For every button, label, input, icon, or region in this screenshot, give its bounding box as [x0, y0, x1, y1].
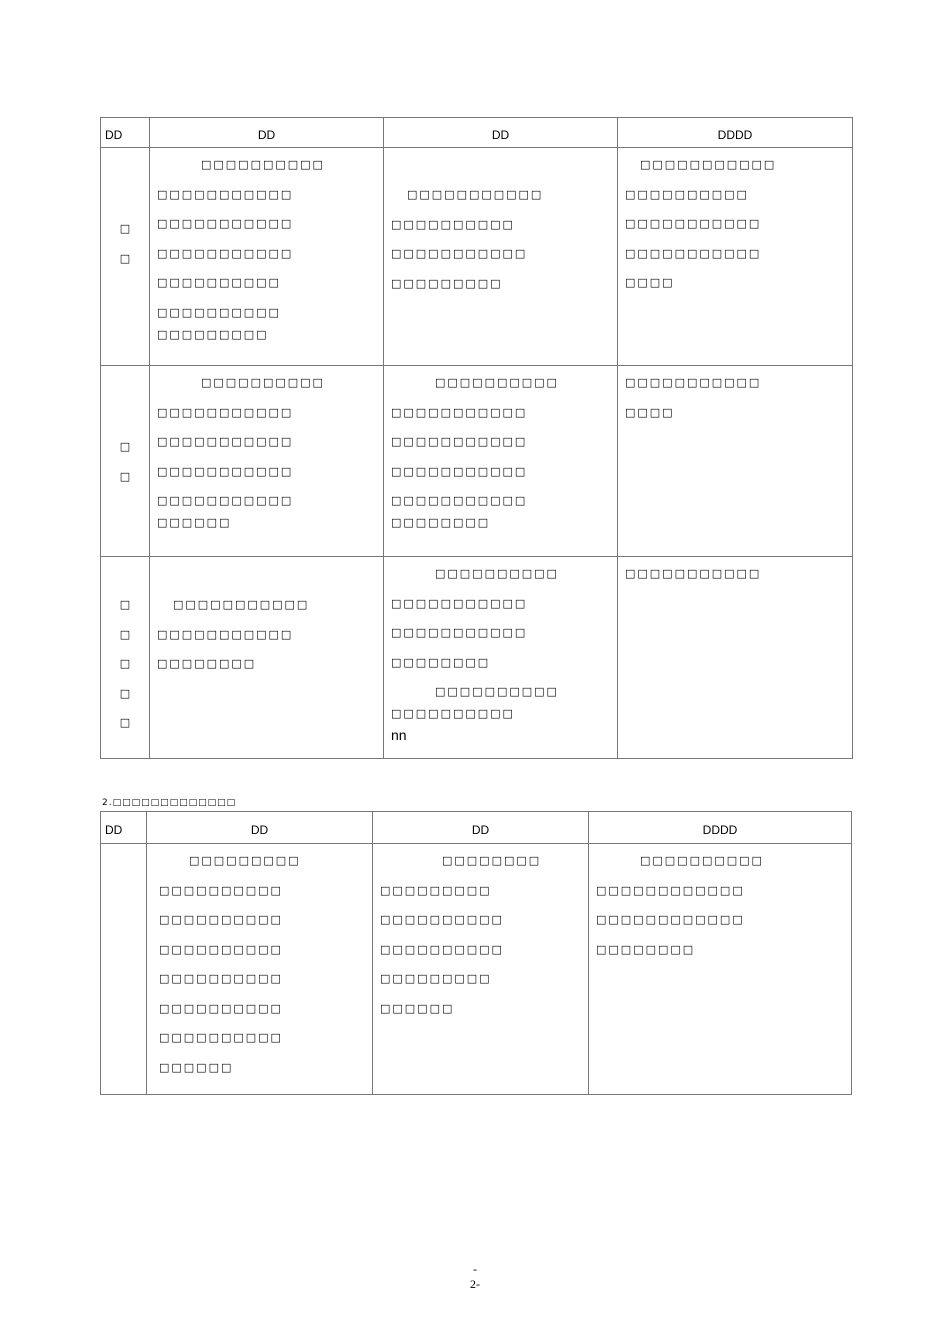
- cell-line: □□□□□□□□□□: [625, 187, 749, 201]
- row-label: [101, 148, 150, 366]
- table-cell: [373, 844, 589, 1095]
- cell-line: □□□□□□: [380, 1001, 455, 1015]
- cell-line: □□□□□□□□□□: [201, 376, 325, 389]
- cell-line: □□□□□□□□□□: [159, 972, 283, 985]
- table-row: [101, 148, 853, 366]
- cell-line: □□□□□□□□□□: [159, 942, 283, 956]
- table-1-header-col0: DD: [101, 118, 150, 148]
- cell-line: □□□□□□□□□: [391, 276, 503, 290]
- cell-line: □□□□□□□□□□□□: [596, 883, 745, 897]
- cell-line: □□□□□□□□□: [157, 327, 269, 341]
- cell-line: □□□□□□: [157, 516, 232, 529]
- cell-line: □□□□□□□□□□□: [625, 567, 762, 580]
- table-cell: [618, 366, 853, 557]
- page-number: 2-: [470, 1277, 480, 1291]
- table-cell: [150, 148, 384, 366]
- cell-line: □□□□□□□□□□□: [157, 494, 294, 507]
- table-1-header-col2: DD: [384, 118, 618, 148]
- cell-line: □□□□□□□□□□□: [391, 596, 528, 610]
- table-2-header-col0: DD: [101, 812, 147, 844]
- cell-line: □□□□□□□□□: [189, 854, 301, 867]
- table-cell: [150, 366, 384, 557]
- table-2-header-col2: DD: [373, 812, 589, 844]
- cell-line: □□□□□□□□□□□: [625, 217, 762, 230]
- page-number-dash: -: [473, 1262, 477, 1276]
- cell-line: □□□□□□□□□: [380, 972, 492, 985]
- row-label-char: □: [119, 657, 131, 670]
- cell-line: □□□□□□: [159, 1060, 234, 1074]
- table-row: [101, 366, 853, 557]
- section-2-title: [102, 796, 236, 808]
- row-label-char: □: [119, 627, 131, 641]
- cell-line: □□□□□□□□□□□: [173, 598, 310, 611]
- cell-line: □□□□□□□□□□: [159, 1031, 283, 1044]
- row-label: [101, 557, 150, 759]
- cell-line: □□□□: [625, 276, 675, 289]
- cell-line: □□□□□□□□: [596, 942, 696, 956]
- cell-line: □□□□□□□□□□: [157, 276, 281, 289]
- cell-line: □□□□□□□□□□□: [407, 188, 544, 201]
- row-label: [101, 844, 147, 1095]
- cell-line: □□□□□□□□□□: [435, 376, 559, 389]
- cell-line: □□□□□□□□□□: [157, 305, 281, 319]
- row-label: [101, 366, 150, 557]
- cell-line: □□□□□□□□□□□: [391, 435, 528, 448]
- table-1: [100, 117, 853, 759]
- cell-line: □□□□□□□□□□: [159, 883, 283, 897]
- table-2-header-col3: DDDD: [589, 812, 852, 844]
- table-row: [101, 557, 853, 759]
- section-2-title-text: 2.□□□□□□□□□□□□□: [102, 798, 237, 808]
- table-row: [101, 844, 852, 1095]
- cell-line: nn: [391, 727, 407, 743]
- cell-line: □□□□□□□□: [391, 655, 491, 669]
- row-label-char: □: [119, 716, 131, 729]
- row-label-char: □: [119, 598, 131, 611]
- cell-line: □□□□□□□□□□□: [157, 246, 294, 260]
- table-cell: [618, 148, 853, 366]
- table-1-header-row: [101, 118, 853, 148]
- cell-line: □□□□□□□□□□: [159, 913, 283, 926]
- cell-line: □□□□□□□□□□□: [625, 376, 762, 389]
- cell-line: □□□□□□□□□□: [391, 707, 515, 720]
- cell-line: □□□□□□□□□□□: [157, 405, 294, 419]
- table-2: [100, 811, 852, 1095]
- table-1-header-col3: DDDD: [618, 118, 853, 148]
- table-cell: [384, 557, 618, 759]
- cell-line: □□□□□□□□□□□: [391, 247, 528, 260]
- cell-line: □□□□□□□□□□□: [157, 187, 294, 201]
- cell-line: □□□□□□□□□□□: [391, 405, 528, 419]
- row-label-char: □: [119, 686, 131, 700]
- row-label-char: □: [119, 469, 131, 483]
- cell-line: □□□□□□□□: [157, 657, 257, 670]
- cell-line: □□□□□□□□□□□: [625, 246, 762, 260]
- cell-line: □□□□□□□□□□: [380, 913, 504, 926]
- table-cell: [618, 557, 853, 759]
- table-cell: [384, 148, 618, 366]
- cell-line: □□□□□□□□□□: [201, 158, 325, 171]
- cell-line: □□□□□□□□□□□: [157, 435, 294, 448]
- cell-line: □□□□: [625, 405, 675, 419]
- cell-line: □□□□□□□□□□: [435, 567, 559, 580]
- table-cell: [589, 844, 852, 1095]
- cell-line: □□□□□□□□□□: [159, 1001, 283, 1015]
- table-2-header-col1: DD: [147, 812, 373, 844]
- table-2-header-row: [101, 812, 852, 844]
- cell-line: □□□□□□□□□□□: [391, 464, 528, 478]
- cell-line: □□□□□□□□□□: [391, 217, 515, 231]
- cell-line: □□□□□□□□□□: [380, 942, 504, 956]
- row-label-char: □: [119, 251, 131, 265]
- cell-line: □□□□□□□□□□: [435, 685, 559, 698]
- cell-line: □□□□□□□□: [442, 854, 542, 867]
- cell-line: □□□□□□□□□□□: [157, 217, 294, 230]
- table-1-header-col1: DD: [150, 118, 384, 148]
- table-cell: [150, 557, 384, 759]
- cell-line: □□□□□□□□□: [380, 883, 492, 897]
- row-label-char: □: [119, 440, 131, 453]
- cell-line: □□□□□□□□□□□□: [596, 913, 745, 926]
- cell-line: □□□□□□□□□□□: [391, 494, 528, 507]
- cell-line: □□□□□□□□: [391, 516, 491, 529]
- cell-line: □□□□□□□□□□□: [640, 158, 777, 171]
- cell-line: □□□□□□□□□□□: [157, 627, 294, 641]
- cell-line: □□□□□□□□□□□: [157, 464, 294, 478]
- table-cell: [147, 844, 373, 1095]
- row-label-char: □: [119, 222, 131, 235]
- cell-line: □□□□□□□□□□□: [391, 626, 528, 639]
- table-cell: [384, 366, 618, 557]
- cell-line: □□□□□□□□□□: [640, 854, 764, 867]
